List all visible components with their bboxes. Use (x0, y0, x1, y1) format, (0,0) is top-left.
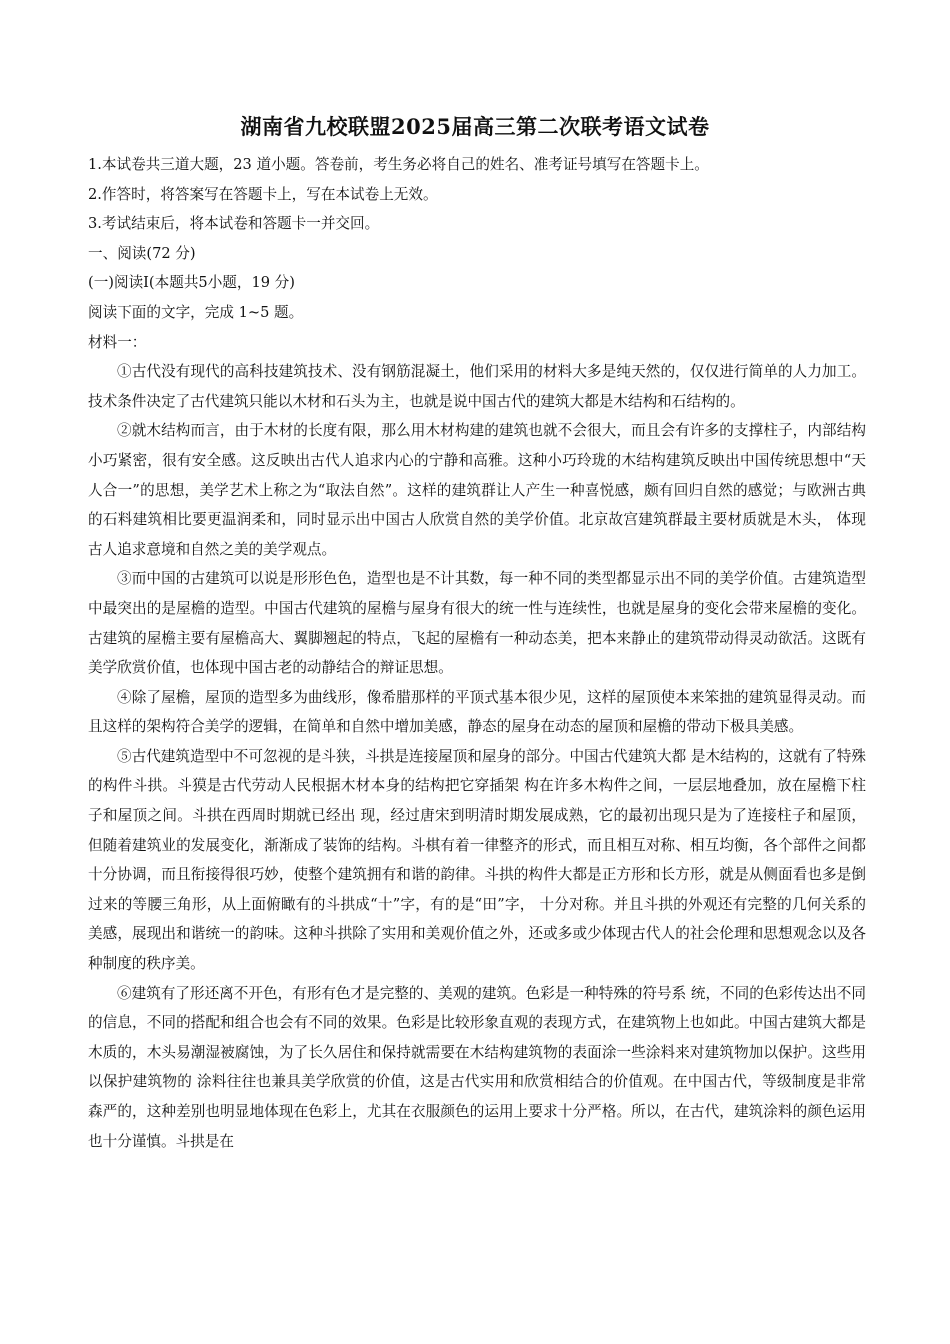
instruction-1: 1.本试卷共三道大题，23 道小题。答卷前，考生务必将自己的姓名、准考证号填写在答题卡上。 (88, 156, 709, 173)
paragraph-3: ③而中国的古建筑可以说是形形色色，造型也是不计其数，每一种不同的类型都显示出不同的美学价值。古建筑造型中最突出的是屋檐的造型。中国古代建筑的屋檐与屋身有很大的统一性与连续性，也就是屋身的变化会带来屋檐的变化。古建筑的屋檐主要有屋檐高大、翼脚翘起的特点，飞起的屋檐有一种动态美，把本来静止的建筑带动得灵动欲活。这既有美学欣赏价值，也体现中国古老的动静结合的辩证思想。 (88, 570, 866, 677)
paragraph-1: ①古代没有现代的高科技建筑技术、没有钢筋混凝土，他们采用的材料大多是纯天然的，仅仅进行简单的人力加工。技术条件决定了古代建筑只能以木材和石头为主，也就是说中国古代的建筑大都是木结构和石结构的。 (88, 363, 866, 410)
section-heading: 一、阅读(72 分) (88, 244, 196, 262)
instruction-2: 2.作答时，将答案写在答题卡上，写在本试卷上无效。 (88, 185, 438, 203)
task-text: 阅读下面的文字，完成 1~5 题。 (88, 303, 304, 321)
paragraph-2: ②就木结构而言，由于木材的长度有限，那么用木材构建的建筑也就不会很大，而且会有许多的支撑柱子，内部结构小巧紧密，很有安全感。这反映出古代人追求内心的宁静和高雅。这种小巧玲珑的木结构建筑反映出中国传统思想中“天人合一”的思想，美学艺术上称之为“取法自然”。这样的建筑群让人产生一种喜悦感，颇有回归自然的感觉；与欧洲古典的石料建筑相比要更温润柔和，同时显示出中国古人欣赏自然的美学价值。北京故宫建筑群最主要材质就是木头， 体现古人追求意境和自然之美的美学观点。 (88, 422, 866, 558)
paragraph-5: ⑤古代建筑造型中不可忽视的是斗狭，斗拱是连接屋顶和屋身的部分。中国古代建筑大都 是木结构的，这就有了特殊的构件斗拱。斗獏是古代劳动人民根据木材本身的结构把它穿插架 构在许多木构件之间，一层层地叠加，放在屋檐下柱子和屋顶之间。斗拱在西周时期就已经出 现，经过唐宋到明清时期发展成熟，它的最初出现只是为了连接柱子和屋顶，但随着建筑业的发展变化，渐渐成了装饰的结构。斗棋有着一律整齐的形式，而且相互对称、相互均衡，各个部件之间都十分协调，而且衔接得很巧妙，使整个建筑拥有和谐的韵律。斗拱的构件大都是正方形和长方形，就是从侧面看也多是倒过来的等腰三角形，从上面俯瞰有的斗拱成“十”字，有的是“田”字， 十分对称。并且斗拱的外观还有完整的几何关系的美感，展现出和谐统一的韵味。这种斗拱除了实用和美观价值之外，还或多或少体现古代人的社会伦理和思想观念以及各种制度的秩序美。 (88, 747, 866, 973)
exam-title: 湖南省九校联盟2025届高三第二次联考语文试卷 (240, 114, 710, 139)
instruction-3: 3.考试结束后，将本试卷和答题卡一并交回。 (88, 215, 380, 233)
paragraph-4: ④除了屋檐，屋顶的造型多为曲线形，像希腊那样的平顶式基本很少见，这样的屋顶使本来笨拙的建筑显得灵动。而且这样的架构符合美学的逻辑，在简单和自然中增加美感，静态的屋身在动态的屋顶和屋檐的带动下极具美感。 (88, 688, 866, 736)
material-label: 材料一： (88, 333, 147, 351)
exam-body (88, 150, 866, 1156)
paragraph-6: ⑥建筑有了形还离不开色，有形有色才是完整的、美观的建筑。色彩是一种特殊的符号系 统，不同的色彩传达出不同的信息，不同的搭配和组合也会有不同的效果。色彩是比较形象直观的表现方式，在建筑物上也如此。中国古建筑大都是木质的，木头易潮湿被腐蚀，为了长久居住和保持就需要在木结构建筑物的表面涂一些涂料来对建筑物加以保护。这些用以保护建筑物的 涂料往往也兼具美学欣赏的价值，这是古代实用和欣赏相结合的价值观。在中国古代，等级制度是非常森严的，这种差别也明显地体现在色彩上，尤其在衣服颜色的运用上要求十分严格。所以，在古代，建筑涂料的颜色运用也十分谨慎。斗拱是在 (88, 984, 866, 1150)
subsection-heading: (一)阅读Ⅰ(本题共5小题，19 分) (88, 274, 295, 292)
